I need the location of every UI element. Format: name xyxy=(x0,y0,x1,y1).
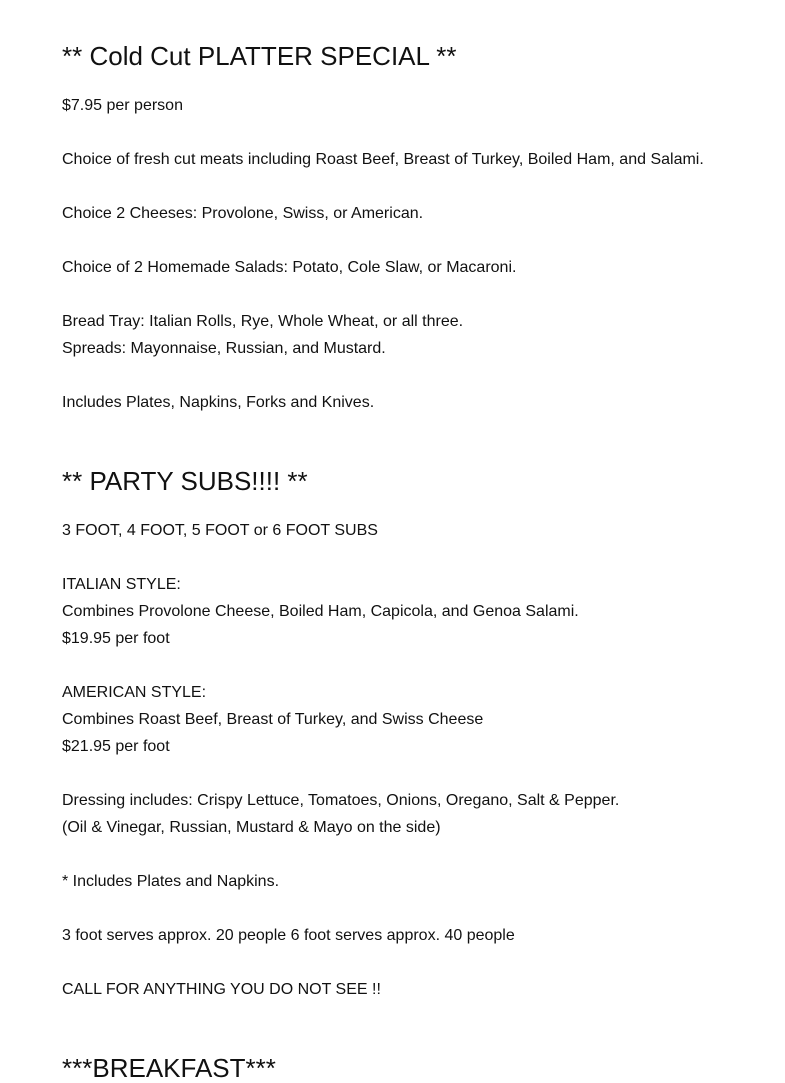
subs-serves: 3 foot serves approx. 20 people 6 foot serves approx. 40 people xyxy=(62,927,515,944)
subs-heading: ** PARTY SUBS!!!! ** xyxy=(62,466,308,496)
subs-dressing: Dressing includes: Crispy Lettuce, Tomatoes, Onions, Oregano, Salt & Pepper. xyxy=(62,792,620,809)
call-note: CALL FOR ANYTHING YOU DO NOT SEE !! xyxy=(62,981,381,998)
american-description: Combines Roast Beef, Breast of Turkey, and Swiss Cheese xyxy=(62,711,484,728)
breakfast-heading: ***BREAKFAST*** xyxy=(62,1053,276,1083)
platter-heading: ** Cold Cut PLATTER SPECIAL ** xyxy=(62,41,457,71)
platter-meats: Choice of fresh cut meats including Roast Beef, Breast of Turkey, Boiled Ham, and Salami. xyxy=(62,151,704,168)
subs-includes: * Includes Plates and Napkins. xyxy=(62,873,280,890)
italian-title: ITALIAN STYLE: xyxy=(62,576,181,593)
italian-description: Combines Provolone Cheese, Boiled Ham, Capicola, and Genoa Salami. xyxy=(62,603,579,620)
platter-includes: Includes Plates, Napkins, Forks and Knives. xyxy=(62,394,375,411)
platter-salads: Choice of 2 Homemade Salads: Potato, Cole Slaw, or Macaroni. xyxy=(62,259,517,276)
subs-sides: (Oil & Vinegar, Russian, Mustard & Mayo on the side) xyxy=(62,819,441,836)
american-title: AMERICAN STYLE: xyxy=(62,684,207,701)
platter-price: $7.95 per person xyxy=(62,97,183,114)
subs-sizes: 3 FOOT, 4 FOOT, 5 FOOT or 6 FOOT SUBS xyxy=(62,522,378,539)
platter-cheeses: Choice 2 Cheeses: Provolone, Swiss, or American. xyxy=(62,205,424,222)
platter-bread: Bread Tray: Italian Rolls, Rye, Whole Wheat, or all three. xyxy=(62,313,464,330)
american-price: $21.95 per foot xyxy=(62,738,170,755)
platter-spreads: Spreads: Mayonnaise, Russian, and Mustard. xyxy=(62,340,386,357)
italian-price: $19.95 per foot xyxy=(62,630,170,647)
